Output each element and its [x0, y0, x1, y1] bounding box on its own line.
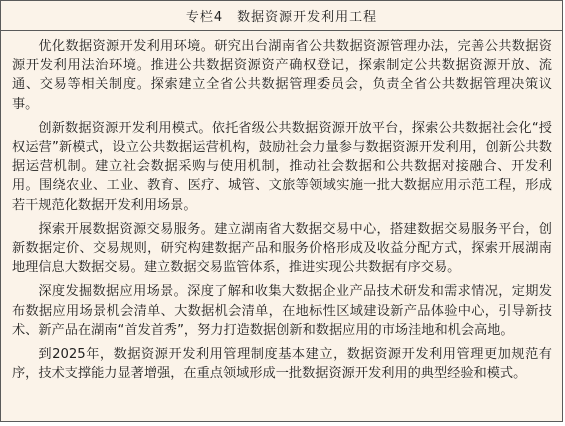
paragraph-trading: 探索开展数据资源交易服务。建立湖南省大数据交易中心，搭建数据交易服务平台，创新数据定价、交易规则，研究构建数据产品和服务价格形成及收益分配方式，探索开展湖南地理信息大数据交易。建立数据交易监管体系，推进实现公共数据有序交易。: [12, 221, 552, 276]
column-content: [1, 31, 562, 383]
column-title-bar: [1, 1, 562, 31]
paragraph-goal-2025: 到2025年，数据资源开发利用管理制度基本建立，数据资源开发利用管理更加规范有序，技术支撑能力显著增强，在重点领域形成一批数据资源开发利用的典型经验和模式。: [12, 347, 552, 382]
paragraph-environment: 优化数据资源开发利用环境。研究出台湖南省公共数据资源管理办法，完善公共数据资源开发利用法治环境。推进公共数据资源资产确权登记，探索制定公共数据资源开放、流通、交易等相关制度。探索建立全省公共数据管理委员会，负责全省公共数据管理决策议事。: [12, 39, 552, 112]
column-title: 专栏4 数据资源开发利用工程: [185, 10, 378, 25]
paragraph-model: 创新数据资源开发利用模式。依托省级公共数据资源开放平台，探索公共数据社会化“授权运营”新模式，设立公共数据运营机构，鼓励社会力量参与数据资源开发利用，创新公共数据运营机制。建立社会数据采购与使用机制，推动社会数据和公共数据对接融合、开发利用。围绕农业、工业、教育、医疗、城管、文旅等领域实施一批大数据应用示范工程，形成若干规范化数据开发利用场景。: [12, 120, 552, 213]
paragraph-scenarios: 深度发掘数据应用场景。深度了解和收集大数据企业产品技术研发和需求情况，定期发布数据应用场景机会清单、大数据机会清单，在地标性区域建设新产品体验中心，引导新技术、新产品在湖南“首发首秀”，努力打造数据创新和数据应用的市场洼地和机会高地。: [12, 284, 552, 338]
